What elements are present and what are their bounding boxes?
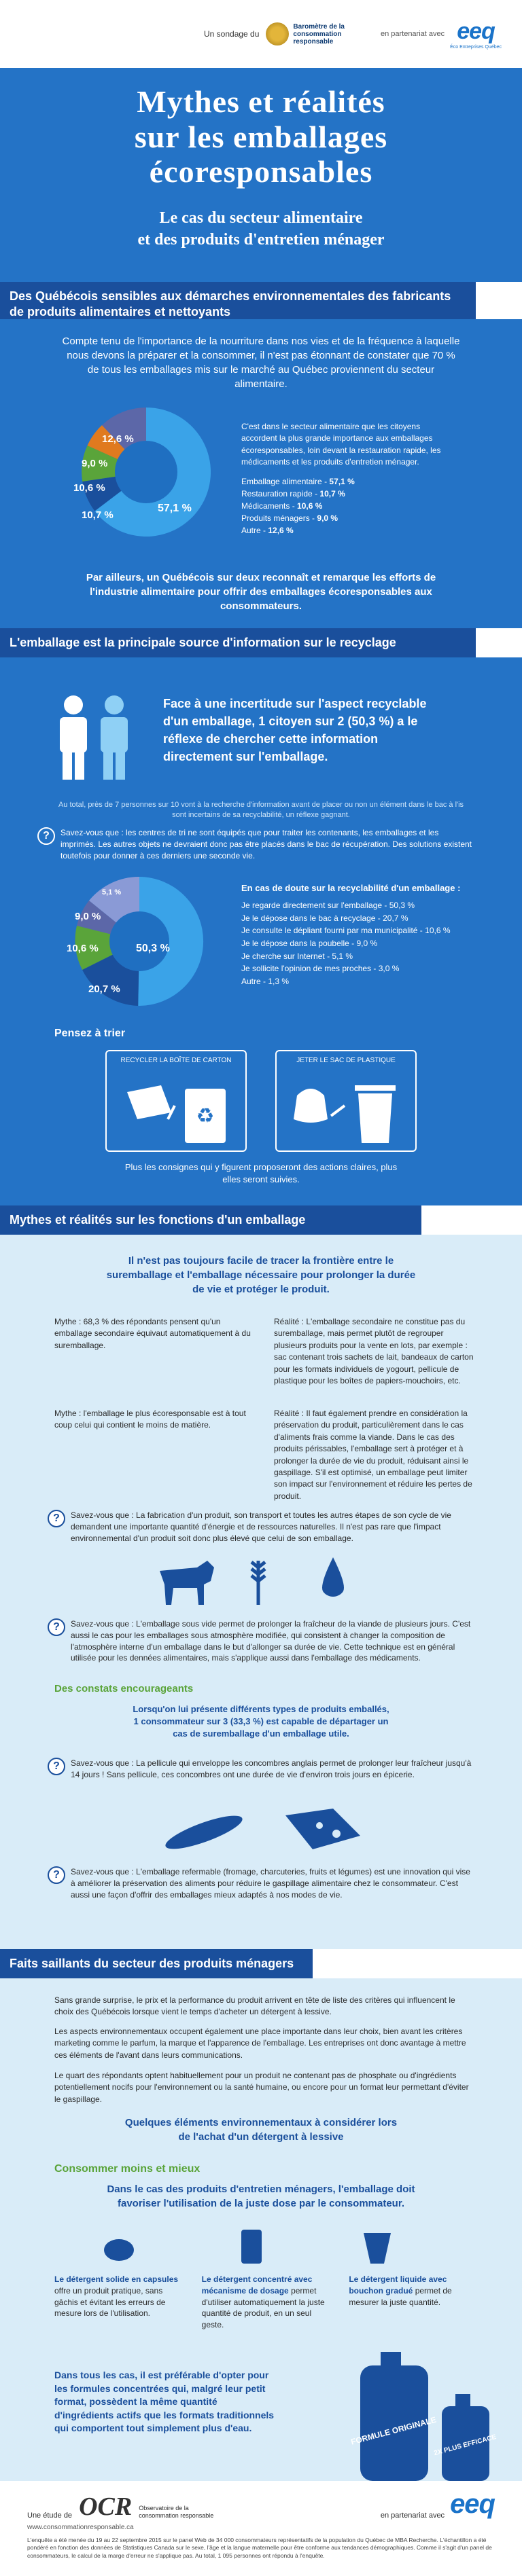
section3-panel (0, 1235, 522, 1949)
legend-item: Emballage alimentaire - 57,1 % (241, 476, 355, 486)
section2-heading: L'emballage est la principale source d'information sur le recyclage (0, 628, 476, 657)
legend-item: Autre - 12,6 % (241, 525, 294, 535)
cucumber-cheese-icons (156, 1805, 374, 1856)
myth-reality-2 (54, 1408, 476, 1502)
section4-headline: Quelques éléments environnementaux à considérer lors de l'achat d'un détergent à lessive (124, 2117, 398, 2143)
section2-headline: Face à une incertitude sur l'aspect recyclable d'un emballage, 1 citoyen sur 2 (50,3 %) a le réflexe de chercher cette information directement sur l'emballage. (163, 697, 427, 764)
detergent-item-2: Le détergent concentré avec mécanisme de dosage permet d'utiliser automatiquement la juste quantité de produit, en un seul geste. (201, 2274, 325, 2330)
partner-credit (381, 18, 502, 50)
top-bar (0, 0, 522, 68)
section4-closing: Dans tous les cas, il est préférable d'opter pour les formules concentrées qui, malgré leur petit format, possèdent la même quantité d'ingrédients actifs que les formats traditionnels qui comportent tout simplement plus d'eau. (54, 2370, 275, 2434)
legend-item: Restauration rapide - 10,7 % (241, 488, 345, 498)
section2-note: Au total, près de 7 personnes sur 10 vont à la recherche d'information avant de placer ou non un élément dans le bac à l'is sont incertains de sa recyclabilité, un réflexe gagnant. (58, 801, 464, 820)
footer-url[interactable]: www.consommationresponsable.ca (27, 2524, 134, 2531)
section4-heading: Faits saillants du secteur des produits ménagers (0, 1949, 313, 1978)
footer-partner-intro: en partenariat avec (380, 2511, 445, 2520)
resource-icons (156, 1554, 374, 1608)
trier-card-trash (275, 1050, 417, 1152)
doubt-item: Autre - 1,3 % (241, 976, 290, 986)
section1-desc: C'est dans le secteur alimentaire que les citoyens accordent la plus grande importance aux emballages écoresponsables, loin devant la restauration rapide, les médicaments et les produits d'entretien ménager. (241, 422, 441, 467)
section3-savez-3 (48, 1758, 476, 1781)
trier-title: Pensez à trier (54, 1028, 126, 1039)
cow-icon (160, 1561, 214, 1605)
water-drop-icon (322, 1557, 344, 1597)
footer-partner (381, 2489, 495, 2520)
reality-1: Réalité : L'emballage secondaire ne constitue pas du suremballage, mais permet plutôt de regrouper plusieurs produits pour la vente en lots, par exemple : sac contenant trois sachets de lait, bandeaux de carton pour les formats individuels de yogourt, pellicule de plastique pour les boîtes de papiers-mouchoirs, etc. (274, 1317, 474, 1385)
pie2-label-bin: 20,7 % (88, 983, 120, 995)
svg-text:♻: ♻ (196, 1105, 215, 1127)
legend-item: Produits ménagers - 9,0 % (241, 513, 338, 523)
seal-icon (266, 22, 289, 46)
pie2-label-label: 50,3 % (136, 943, 170, 954)
footer-etude: Une étude de (27, 2511, 73, 2520)
question-icon: ? (48, 1758, 65, 1775)
trier-right-label: JETER LE SAC DE PLASTIQUE (296, 1057, 396, 1064)
savez-text: Savez-vous que : La pellicule qui enveloppe les concombres anglais permet de prolonger leur fraîcheur jusqu'à 14 jours ! Sans pellicule, ces concombres ont une durée de vie d'environ trois jours en épicerie. (71, 1758, 472, 1779)
pie2-label-trash: 9,0 % (75, 911, 101, 922)
constats-title: Des constats encourageants (54, 1683, 194, 1694)
doubt-item: Je regarde directement sur l'emballage - 50,3 % (241, 901, 415, 911)
trier-left-label: RECYCLER LA BOÎTE DE CARTON (120, 1057, 232, 1064)
section4-panel (0, 1978, 522, 2481)
detergent-item-3: Le détergent liquide avec bouchon gradué permet de mesurer la juste quantité. (349, 2274, 452, 2307)
partner-intro: en partenariat avec (380, 30, 445, 38)
doubt-title: En cas de doute sur la recyclabilité d'un emballage : (241, 883, 461, 893)
section3-savez-2 (48, 1618, 476, 1664)
subtitle-line-1: Le cas du secteur alimentaire (159, 208, 363, 227)
page-title (0, 84, 522, 189)
moins-text: Dans le cas des produits d'entretien ménagers, l'emballage doit favoriser l'utilisation de la juste dose par le consommateur. (107, 2183, 415, 2209)
legend-item: Médicaments - 10,6 % (241, 501, 323, 511)
savez-text: Savez-vous que : L'emballage refermable (fromage, charcuteries, fruits et légumes) est une innovation qui vise à améliorer la préservation des aliments pour réduire le gaspillage alimentaire chez le consommateur. C'est aussi une façon d'offrir des emballages mieux adaptés à nos modes de vie. (71, 1867, 470, 1900)
section4-p2: Les aspects environnementaux occupent également une place importante dans leur choix, bien avant les critères marketing comme le parfum, la marque et l'apparence de l'emballage. Les entreprises ont donc avantage à mettre ces éléments de l'avant dans leurs communications. (54, 2027, 466, 2060)
bottle2-label: 2X PLUS EFFICACE (433, 2433, 498, 2458)
question-icon: ? (48, 1618, 65, 1636)
section3-savez-1 (48, 1510, 476, 1544)
eeq-logo: eeq (457, 18, 495, 44)
pie-label-food: 57,1 % (158, 503, 192, 514)
footer-eeq-logo: eeq (450, 2489, 495, 2519)
doubt-item: Je cherche sur Internet - 5,1 % (241, 951, 353, 961)
pie2-label-municipal: 10,6 % (67, 943, 99, 954)
section1-panel (0, 319, 522, 628)
pie-label-other: 12,6 % (102, 433, 134, 445)
subtitle-line-2: et des produits d'entretien ménager (137, 230, 385, 249)
doubt-item: Je consulte le dépliant fourni par ma municipalité - 10,6 % (241, 926, 451, 936)
footer (0, 2482, 522, 2576)
constats-text: Lorsqu'on lui présente différents types de produits emballés, 1 consommateur sur 3 (33,3 %) est capable de départager un cas de suremballage d'un emballage utile. (133, 1704, 389, 1739)
hero-banner (0, 68, 522, 282)
question-icon: ? (48, 1866, 65, 1884)
section2-savez (37, 827, 472, 861)
legend-list (241, 475, 445, 537)
detergent-icons (99, 2226, 425, 2267)
pie-label-fastfood: 10,7 % (82, 509, 114, 521)
section4-p1: Sans grande surprise, le prix et la performance du produit arrivent en tête de liste des critères qui influencent le choix des Québécois lorsque vient le temps d'acheter un détergent à lessive. (54, 1995, 455, 2017)
question-icon: ? (37, 827, 55, 845)
title-line-1: Mythes et réalités (137, 84, 385, 119)
pie-label-meds: 10,6 % (73, 482, 105, 494)
wheat-icon (251, 1561, 265, 1605)
reality-2: Réalité : Il faut également prendre en considération la préservation du produit, particulièrement dans le cas d'aliments frais comme la viande. Dans le cas des produits périssables, l'emballage sert à protéger et à prolonger la durée de vie du produit, réduisant ainsi le gaspillage. S'il est optimisé, un emballage peut limiter son impact sur l'environnement et réduire les pertes de produit. (274, 1409, 472, 1501)
footer-fineprint: L'enquête a été menée du 19 au 22 septembre 2015 sur le panel Web de 34 000 consommateurs représentatifs de la population du Québec de MBA Recherche. L'échantillon a été pondéré en fonction des données de Statistiques Canada sur le sexe, l'âge et la langue maternelle pour être conforme aux tendances démographiques. Comme il s'agit d'un panel de consommateurs, le calcul de la marge d'erreur ne s'applique pas. Au total, 1 095 personnes ont répondu à l'enquête. (27, 2537, 492, 2559)
survey-intro: Un sondage du (204, 29, 260, 39)
pie-hole (109, 911, 169, 971)
section1-legend (241, 421, 445, 537)
title-line-2: sur les emballages (134, 119, 388, 154)
section3-savez-4 (48, 1866, 476, 1900)
section2-panel (0, 657, 522, 1205)
box-into-recycle-bin-icon (120, 1078, 236, 1143)
doubt-item: Je le dépose dans le bac à recyclage - 20,7 % (241, 913, 408, 923)
cheese-icon (285, 1809, 360, 1849)
myth-1: Mythe : 68,3 % des répondants pensent qu'un emballage secondaire équivaut automatiquement à du suremballage. (54, 1317, 251, 1350)
savez-text: Savez-vous que : les centres de tri ne sont équipés que pour traiter les contenants, les emballages et les imprimés. Les autres objets ne devraient donc pas être placés dans le bac de récupération. Des solutions existent toutefois pour donner à ces derniers une seconde vie. (60, 828, 472, 860)
section1-intro: Compte tenu de l'importance de la nourriture dans nos vies et de la fréquence à laquelle nous devons la préparer et la consommer, il n'est pas étonnant de constater que 70 % de tous les emballages mis sur le marché au Québec proviennent du secteur alimentaire. (62, 335, 460, 390)
footer-ocr (27, 2494, 227, 2520)
cucumber-icon (162, 1809, 245, 1855)
section4-p3: Le quart des répondants optent habituellement pour un produit ne contenant pas de phosphate ou d'ingrédients potentiellement nocifs pour l'environnement ou la santé humaine, ou encore pour un format leur permettant d'éviter le gaspillage. (54, 2071, 469, 2104)
savez-text: Savez-vous que : L'emballage sous vide permet de prolonger la fraîcheur de la viande de plusieurs jours. C'est aussi le cas pour les emballages sous atmosphère modifiée, qui consistent à changer la composition de l'atmosphère interne d'un emballage dans le but d'allonger sa durée de vie. Cette technique est en général utilisée pour les dennées alimentaires, mais s'applique aussi dans l'emballage des médicaments. (71, 1619, 471, 1663)
section1-outro: Par ailleurs, un Québécois sur deux reconnaît et remarque les efforts de l'industrie alimentaire pour offrir des emballages écoresponsables aux consommateurs. (86, 572, 436, 612)
section3-intro: Il n'est pas toujours facile de tracer la frontière entre le suremballage et l'emballage nécessaire pour prolonger la durée de vie et protéger le produit. (106, 1255, 416, 1295)
doubt-list (241, 882, 486, 987)
title-line-3: écoresponsables (149, 154, 373, 189)
detergent-items (54, 2274, 476, 2331)
survey-credit (204, 22, 361, 46)
pie2-label-internet: 5,1 % (102, 888, 122, 896)
pie-hole (115, 441, 177, 503)
ocr-logo: OCR (79, 2492, 133, 2521)
trier-card-recycle (105, 1050, 247, 1152)
question-icon: ? (48, 1510, 65, 1527)
graduated-cap-icon (364, 2233, 391, 2264)
dosing-bottle-icon (241, 2230, 262, 2264)
doubt-item: Je sollicite l'opinion de mes proches - 3,0 % (241, 964, 400, 974)
eeq-sub: Éco Entreprises Québec (450, 45, 502, 50)
barometre-name: Baromètre de la consommation responsable (293, 22, 345, 46)
barometre-logo (266, 22, 361, 46)
page-subtitle (0, 207, 522, 251)
bottle1-label: FORMULE ORIGINALE (349, 2414, 438, 2447)
myth-2: Mythe : l'emballage le plus écoresponsable est à tout coup celui qui contient le moins de matière. (54, 1409, 246, 1430)
people-icon (54, 693, 136, 781)
moins-title: Consommer moins et mieux (54, 2163, 201, 2175)
detergent-bottles-icon (340, 2345, 503, 2481)
capsule-icon (104, 2239, 134, 2261)
pie-label-household: 9,0 % (82, 458, 108, 469)
section1-heading: Des Québécois sensibles aux démarches environnementales des fabricants de produits alimentaires et nettoyants (0, 282, 476, 327)
detergent-item-1: Le détergent solide en capsules offre un produit pratique, sans gâchis et évitant les erreurs de mesure lors de l'utilisation. (54, 2274, 179, 2319)
doubt-item: Je le dépose dans la poubelle - 9,0 % (241, 938, 378, 948)
ocr-sub: Observatoire de la consommation responsable (139, 2505, 214, 2520)
myth-reality-1 (54, 1316, 476, 1387)
section3-heading: Mythes et réalités sur les fonctions d'un emballage (0, 1205, 421, 1235)
trier-caption: Plus les consignes qui y figurent proposeront des actions claires, plus elles seront suivies. (124, 1162, 398, 1185)
bag-into-trash-icon (290, 1078, 406, 1143)
savez-text: Savez-vous que : La fabrication d'un produit, son transport et toutes les autres étapes de son cycle de vie demandent une importante quantité d'énergie et de ressources naturelles. Il n'est pas rare que l'impact environnemental d'un produit soit donc plus élevé que celui de son emballage. (71, 1510, 451, 1543)
